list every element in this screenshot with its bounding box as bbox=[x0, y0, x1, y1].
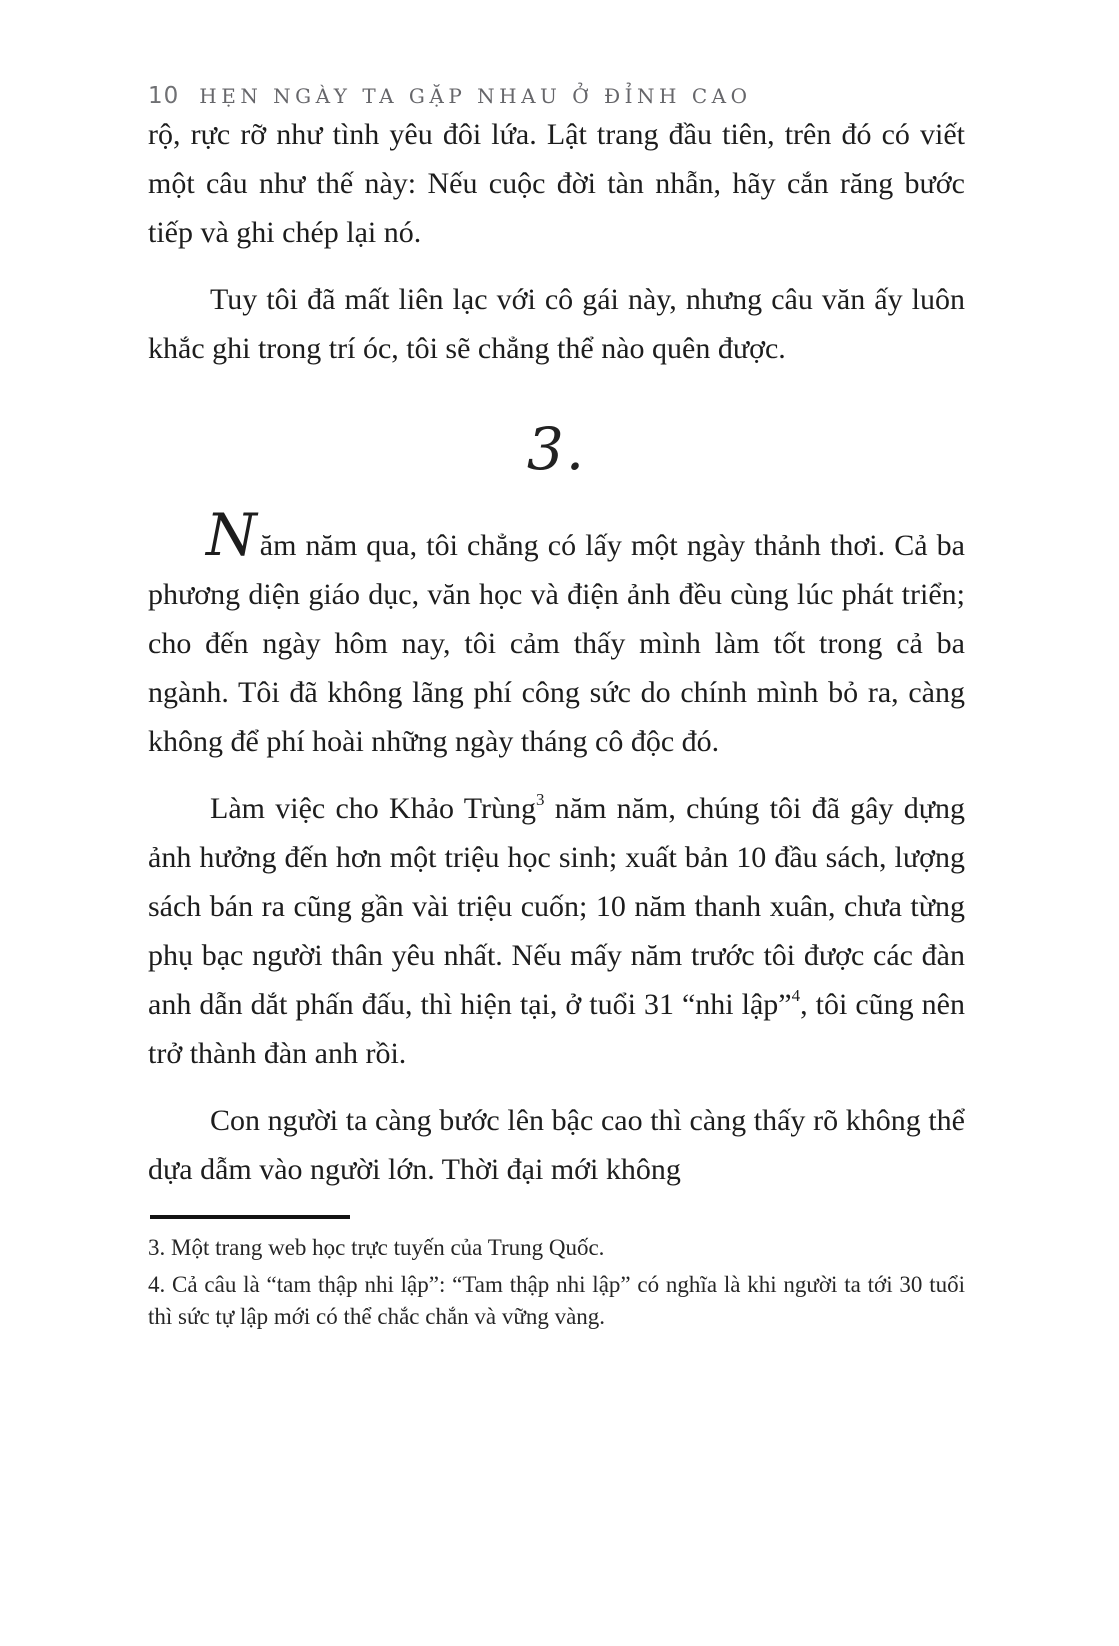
paragraph-3-text: ăm năm qua, tôi chẳng có lấy một ngày thảnh thơi. Cả ba phương diện giáo dục, văn học và điện ảnh đều cùng lúc phát triển; cho đến ngày hôm nay, tôi cảm thấy mình làm tốt trong cả ba ngành. Tôi đã không lãng phí công sức do chính mình bỏ ra, càng không để phí hoài những ngày tháng cô độc đó. bbox=[148, 529, 965, 758]
section-number: 3. bbox=[526, 415, 587, 483]
footnote-separator-rule bbox=[150, 1215, 350, 1219]
page-number: 10 bbox=[148, 83, 180, 109]
page-body bbox=[148, 110, 965, 1194]
paragraph-4-text: , tôi cũng nên trở thành đàn anh rồi. bbox=[148, 988, 965, 1070]
footnote-ref-3: 3 bbox=[536, 790, 545, 809]
paragraph-4-text: năm năm, chúng tôi đã gây dựng ảnh hưởng đến hơn một triệu học sinh; xuất bản 10 đầu sách, lượng sách bán ra cũng gần vài triệu cuốn; 10 năm thanh xuân, chưa từng phụ bạc người thân yêu nhất. Nếu mấy năm trước tôi được các đàn anh dẫn dắt phấn đấu, thì hiện tại, ở tuổi 31 “nhi lập” bbox=[148, 792, 965, 1021]
footnote-3: 3. Một trang web học trực tuyến của Trung Quốc. bbox=[148, 1235, 605, 1260]
footnote-4: 4. Cả câu là “tam thập nhi lập”: “Tam thập nhi lập” có nghĩa là khi người ta tới 30 tuổi thì sức tự lập mới có thể chắc chắn và vững vàng. bbox=[148, 1272, 965, 1329]
paragraph-4-text: Làm việc cho Khảo Trùng bbox=[210, 792, 536, 825]
paragraph-continuation: rộ, rực rỡ như tình yêu đôi lứa. Lật trang đầu tiên, trên đó có viết một câu như thế này: Nếu cuộc đời tàn nhẫn, hãy cắn răng bước tiếp và ghi chép lại nó. bbox=[148, 118, 965, 249]
paragraph-3 bbox=[148, 501, 965, 766]
running-title: HẸN NGÀY TA GẶP NHAU Ở ĐỈNH CAO bbox=[199, 84, 752, 108]
page-header bbox=[148, 82, 965, 110]
paragraph-4 bbox=[148, 784, 965, 1078]
paragraph-2: Tuy tôi đã mất liên lạc với cô gái này, nhưng câu văn ấy luôn khắc ghi trong trí óc, tôi sẽ chẳng thể nào quên được. bbox=[148, 283, 965, 365]
footnotes-section bbox=[148, 1215, 965, 1333]
paragraph-5: Con người ta càng bước lên bậc cao thì càng thấy rõ không thể dựa dẫm vào người lớn. Thời đại mới không bbox=[148, 1104, 965, 1186]
footnote-ref-4: 4 bbox=[791, 986, 801, 1005]
decorative-initial: N bbox=[206, 501, 257, 569]
